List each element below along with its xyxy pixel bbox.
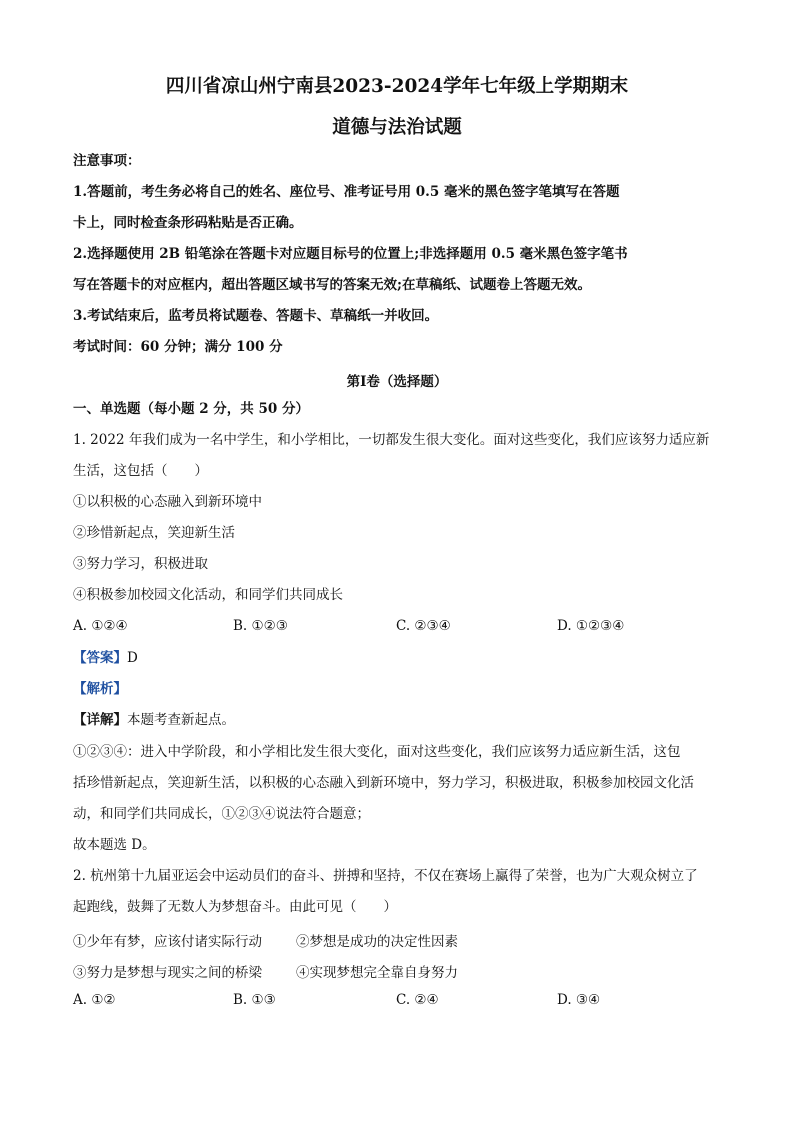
option-d[interactable]: D. ③④ [557, 992, 601, 1008]
statement: ③努力是梦想与现实之间的桥梁 [73, 965, 262, 981]
explanation-line: 动，和同学们共同成长，①②③④说法符合题意； [73, 806, 370, 822]
section-title: 一、单选题（每小题 2 分，共 50 分） [73, 401, 309, 417]
question-stem: 2. 杭州第十九届亚运会中运动员们的奋斗、拼搏和坚持，不仅在赛场上赢得了荣誉，也为广大观众树立了 [73, 868, 698, 884]
statement: ②梦想是成功的决定性因素 [296, 934, 458, 950]
notice-line: 3.考试结束后，监考员将试题卷、答题卡、草稿纸一并收回。 [73, 308, 439, 324]
question-stem: 起跑线，鼓舞了无数人为梦想奋斗。由此可见（ ） [73, 899, 397, 915]
option-c[interactable]: C. ②③④ [396, 618, 451, 634]
option-a[interactable]: A. ①② [73, 992, 116, 1008]
notice-line: 写在答题卡的对应框内，超出答题区域书写的答案无效;在草稿纸、试题卷上答题无效。 [73, 277, 591, 293]
option-d[interactable]: D. ①②③④ [557, 618, 625, 634]
exam-title: 四川省凉山州宁南县2023-2024学年七年级上学期期末 [165, 76, 629, 97]
option-c[interactable]: C. ②④ [396, 992, 439, 1008]
notice-line: 2.选择题使用 2B 铅笔涂在答题卡对应题目标号的位置上;非选择题用 0.5 毫米黑色签字笔书 [73, 246, 628, 262]
statement: ①少年有梦，应该付诸实际行动 [73, 934, 262, 950]
answer-line [73, 649, 138, 667]
exam-time: 考试时间：60 分钟；满分 100 分 [73, 339, 283, 355]
statement: ③努力学习，积极进取 [73, 556, 208, 572]
detail-label: 【详解】 [73, 712, 127, 728]
statement: ①以积极的心态融入到新环境中 [73, 494, 262, 510]
exam-subtitle: 道德与法治试题 [332, 117, 462, 138]
option-a[interactable]: A. ①②④ [73, 618, 128, 634]
analysis-line [73, 680, 127, 698]
analysis-label: 【解析】 [73, 681, 127, 697]
detail-line [73, 711, 235, 729]
detail-text: 本题考查新起点。 [127, 712, 235, 728]
notice-line: 1.答题前，考生务必将自己的姓名、座位号、准考证号用 0.5 毫米的黑色签字笔填写在答题 [73, 184, 620, 200]
explanation-line: ①②③④：进入中学阶段，和小学相比发生很大变化，面对这些变化，我们应该努力适应新生活，这包 [73, 744, 681, 760]
statement: ④积极参加校园文化活动，和同学们共同成长 [73, 587, 343, 603]
notice-line: 卡上，同时检查条形码粘贴是否正确。 [73, 215, 303, 231]
statement: ②珍惜新起点，笑迎新生活 [73, 525, 235, 541]
part-title: 第Ⅰ卷（选择题） [346, 374, 448, 390]
explanation-line: 括珍惜新起点，笑迎新生活，以积极的心态融入到新环境中，努力学习，积极进取，积极参加校园文化活 [73, 775, 694, 791]
statement: ④实现梦想完全靠自身努力 [296, 965, 458, 981]
answer-label: 【答案】 [73, 650, 127, 666]
question-stem: 1. 2022 年我们成为一名中学生，和小学相比，一切都发生很大变化。面对这些变化，我们应该努力适应新 [73, 432, 710, 448]
option-b[interactable]: B. ①②③ [233, 618, 288, 634]
option-b[interactable]: B. ①③ [233, 992, 276, 1008]
notice-heading: 注意事项： [73, 153, 141, 169]
answer-value: D [127, 650, 138, 666]
explanation-line: 故本题选 D。 [73, 837, 156, 853]
question-stem: 生活，这包括（ ） [73, 463, 208, 479]
